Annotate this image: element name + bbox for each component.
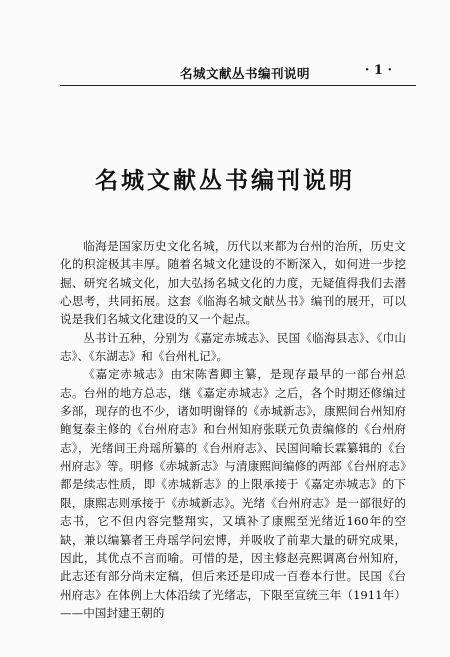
paragraph-intro: 临海是国家历史文化名城，历代以来都为台州的治所，历史文化的积淀极其丰厚。随着名城文化建设的不断深入，如何进一步挖掘、研究名城文化，加大弘扬名城文化的力度，无疑值得我们去潜心思考，共同拓展。这套《临海名城文献丛书》编刊的展开，可以说是我们名城文化建设的又一个起点。 — [60, 239, 406, 327]
paragraph-series-list: 丛书计五种，分别为《嘉定赤城志》、民国《临海县志》、《巾山志》、《东湖志》和《台州札记》。 — [60, 330, 406, 364]
page-title: 名城文献丛书编刊说明 — [95, 167, 355, 194]
header-rule — [60, 85, 416, 86]
page-number: · 1 · — [364, 63, 392, 78]
paragraph-jiading-chicheng-zhi: 《嘉定赤城志》由宋陈耆卿主纂，是现存最早的一部台州总志。台州的地方总志，继《嘉定赤城志》之后，各个时期还修编过多部，现存的也不少，诸如明谢铎的《赤城新志》，康熙间台州知府鲍复泰主修的《台州府志》和台州知府张联元负责编修的《台州府志》，光绪间王舟瑶所纂的《台州府志》、民国间喻长霖纂辑的《台州府志》等。明修《赤城新志》与清康熙间编修的两部《台州府志》都是续志性质，即《赤城新志》的上限承接于《嘉定赤城志》的下限，康熙志则承接于《赤城新志》。光绪《台州府志》是一部很好的志书，它不但内容完整翔实，又填补了康熙至光绪近160年的空缺，兼以编纂者王舟瑶学问宏博，并吸收了前辈大量的研究成果，因此，其优点不言而喻。可惜的是，因主修赵亮熙调离台州知府，此志还有部分尚未定稿，但后来还是印成一百卷本行世。民国《台州府志》在体例上大体沿续了光绪志，下限至宣统三年（1911年）——中国封建王朝的 — [60, 367, 406, 620]
running-title: 名城文献丛书编刊说明 — [180, 66, 311, 81]
body-text — [60, 237, 406, 622]
running-header — [60, 62, 410, 82]
